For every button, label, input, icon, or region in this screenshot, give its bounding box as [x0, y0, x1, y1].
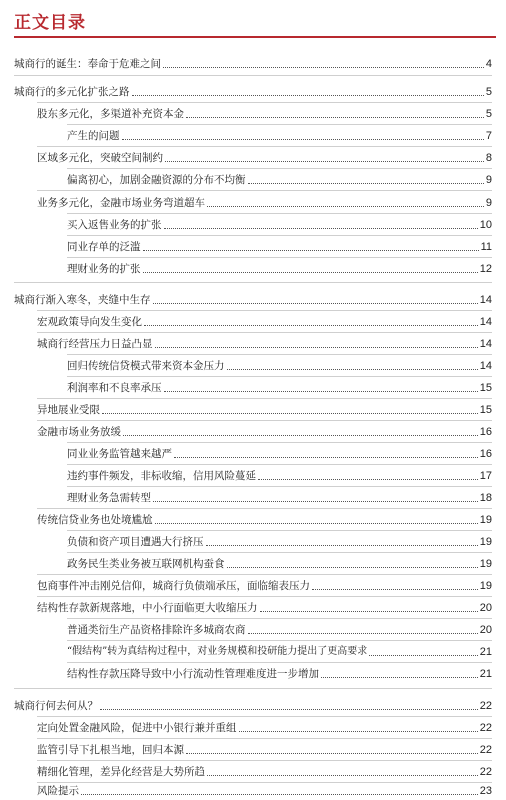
toc-entry-label: 宏观政策导向发生变化: [37, 316, 142, 328]
toc-entry[interactable]: [37, 721, 492, 735]
toc-leader: [248, 633, 478, 634]
toc-leader: [248, 183, 484, 184]
toc-entry-label: 负债和资产项目遭遇大行挤压: [67, 536, 204, 548]
toc-entry-page: 12: [479, 263, 492, 275]
toc-entry-label: 城商行何去何从？: [14, 700, 98, 712]
toc-leader: [239, 731, 478, 732]
toc-entry-page: 23: [479, 785, 492, 797]
toc-leader: [369, 655, 478, 656]
toc-entry[interactable]: [14, 85, 492, 99]
toc-entry[interactable]: [67, 667, 492, 681]
toc-entry-page: 19: [479, 536, 492, 548]
toc-entry-page: 21: [479, 668, 492, 680]
toc-separator: [37, 782, 492, 783]
toc-leader: [227, 369, 478, 370]
toc-entry-page: 8: [485, 152, 492, 164]
toc-leader: [102, 413, 478, 414]
toc-entry-page: 20: [479, 602, 492, 614]
toc-leader: [312, 589, 478, 590]
toc-entry[interactable]: [37, 151, 492, 165]
toc-entry-label: 同业业务监管越来越严: [67, 448, 172, 460]
toc-leader: [207, 775, 478, 776]
toc-entry-page: 22: [479, 766, 492, 778]
toc-entry[interactable]: [67, 557, 492, 571]
toc-separator: [37, 420, 492, 421]
toc-entry-label: 利润率和不良率承压: [67, 382, 162, 394]
toc-separator: [67, 530, 492, 531]
toc-entry[interactable]: [67, 240, 492, 254]
toc-entry[interactable]: [67, 469, 492, 483]
toc-separator: [14, 282, 492, 283]
toc-entry[interactable]: [67, 645, 492, 659]
toc-separator: [37, 596, 492, 597]
toc-separator: [37, 102, 492, 103]
toc-entry[interactable]: [67, 129, 492, 143]
toc-entry-label: 城商行的多元化扩张之路: [14, 86, 130, 98]
toc-entry-page: 19: [479, 558, 492, 570]
toc-entry[interactable]: [37, 425, 492, 439]
toc-entry-label: 监管引导下扎根当地，回归本源: [37, 744, 184, 756]
toc-separator: [37, 190, 492, 191]
toc-entry-label: 产生的问题: [67, 130, 120, 142]
toc-separator: [37, 310, 492, 311]
toc-separator: [67, 257, 492, 258]
toc-entry-page: 19: [479, 580, 492, 592]
page-title: 正文目录: [14, 13, 86, 33]
toc-entry-page: 7: [485, 130, 492, 142]
toc-separator: [14, 688, 492, 689]
toc-leader: [207, 206, 484, 207]
toc-entry[interactable]: [37, 743, 492, 757]
toc-entry[interactable]: [67, 218, 492, 232]
toc-leader: [163, 67, 484, 68]
toc-entry-label: 城商行经营压力日益凸显: [37, 338, 153, 350]
toc-separator: [37, 398, 492, 399]
toc-entry-label: 结构性存款新规落地，中小行面临更大收缩压力: [37, 602, 258, 614]
toc-leader: [143, 250, 479, 251]
toc-entry-label: 同业存单的泛滥: [67, 241, 141, 253]
toc-leader: [132, 95, 484, 96]
toc-entry-page: 14: [479, 360, 492, 372]
toc-entry[interactable]: [37, 196, 492, 210]
toc-entry-page: 22: [479, 744, 492, 756]
toc-separator: [37, 146, 492, 147]
toc-entry[interactable]: [67, 173, 492, 187]
toc-entry-label: 回归传统信贷模式带来资本金压力: [67, 360, 225, 372]
toc-entry-label: 城商行渐入寒冬，夹缝中生存: [14, 294, 151, 306]
toc-leader: [100, 709, 478, 710]
toc-leader: [164, 228, 478, 229]
toc-leader: [122, 139, 484, 140]
toc-separator: [67, 442, 492, 443]
toc-entry[interactable]: [37, 784, 492, 798]
toc-entry-page: 15: [479, 404, 492, 416]
toc-entry-label: 业务多元化，金融市场业务弯道超车: [37, 197, 205, 209]
toc-leader: [164, 391, 478, 392]
toc-leader: [186, 753, 478, 754]
toc-separator: [67, 486, 492, 487]
toc-leader: [186, 117, 484, 118]
toc-entry[interactable]: [37, 403, 492, 417]
toc-entry-page: 11: [480, 241, 492, 253]
toc-leader: [153, 501, 478, 502]
toc-entry[interactable]: [67, 623, 492, 637]
toc-entry-page: 16: [479, 426, 492, 438]
toc-entry-label: 普通类衍生产品资格排除许多城商农商: [67, 624, 246, 636]
toc-entry[interactable]: [37, 315, 492, 329]
toc-entry-page: 22: [479, 722, 492, 734]
toc-entry[interactable]: [37, 337, 492, 351]
toc-separator: [67, 552, 492, 553]
toc-entry-label: 包商事件冲击刚兑信仰，城商行负债端承压，面临缩表压力: [37, 580, 310, 592]
toc-entry-label: 区域多元化，突破空间制约: [37, 152, 163, 164]
toc-entry-label: “假结构”转为真结构过程中，对业务规模和投研能力提出了更高要求: [67, 646, 368, 657]
toc-entry-label: 风险提示: [37, 785, 79, 797]
toc-entry-page: 5: [485, 108, 492, 120]
toc-separator: [67, 213, 492, 214]
toc-entry-label: 精细化管理，差异化经营是大势所趋: [37, 766, 205, 778]
toc-separator: [67, 376, 492, 377]
toc-leader: [143, 272, 478, 273]
toc-leader: [155, 523, 478, 524]
toc-entry-page: 18: [479, 492, 492, 504]
toc-entry-page: 15: [479, 382, 492, 394]
toc-entry-label: 偏离初心，加剧金融资源的分布不均衡: [67, 174, 246, 186]
toc-entry-label: 传统信贷业务也处境尴尬: [37, 514, 153, 526]
toc-entry-label: 股东多元化，多渠道补充资本金: [37, 108, 184, 120]
toc-entry[interactable]: [67, 359, 492, 373]
toc-entry-label: 理财业务急需转型: [67, 492, 151, 504]
toc-entry[interactable]: [37, 579, 492, 593]
toc-entry-page: 9: [485, 174, 492, 186]
toc-entry[interactable]: [67, 447, 492, 461]
toc-separator: [37, 738, 492, 739]
toc-leader: [153, 303, 478, 304]
toc-entry-page: 5: [485, 86, 492, 98]
toc-leader: [174, 457, 478, 458]
toc-leader: [321, 677, 478, 678]
toc-entry-label: 理财业务的扩张: [67, 263, 141, 275]
toc-leader: [258, 479, 478, 480]
toc-entry[interactable]: [14, 699, 492, 713]
toc-entry-label: 买入返售业务的扩张: [67, 219, 162, 231]
toc-entry-page: 14: [479, 294, 492, 306]
title-divider: [14, 36, 496, 38]
toc-entry-page: 20: [479, 624, 492, 636]
toc-entry-page: 14: [479, 316, 492, 328]
toc-entry-label: 城商行的诞生：奉命于危难之间: [14, 58, 161, 70]
toc-entry-label: 金融市场业务放缓: [37, 426, 121, 438]
toc-entry[interactable]: [37, 601, 492, 615]
toc-separator: [67, 354, 492, 355]
toc-entry[interactable]: [37, 513, 492, 527]
toc-entry[interactable]: [67, 262, 492, 276]
toc-entry-page: 19: [479, 514, 492, 526]
toc-separator: [37, 574, 492, 575]
toc-leader: [227, 567, 478, 568]
toc-leader: [123, 435, 478, 436]
toc-separator: [67, 618, 492, 619]
toc-entry-label: 结构性存款压降导致中小行流动性管理难度进一步增加: [67, 668, 319, 680]
toc-leader: [144, 325, 478, 326]
toc-entry-label: 定向处置金融风险，促进中小银行兼并重组: [37, 722, 237, 734]
toc-entry-page: 4: [485, 58, 492, 70]
toc-entry-page: 22: [479, 700, 492, 712]
toc-separator: [67, 662, 492, 663]
toc-entry[interactable]: [67, 535, 492, 549]
toc-entry-label: 异地展业受限: [37, 404, 100, 416]
toc-entry[interactable]: [14, 293, 492, 307]
toc-entry-page: 21: [479, 646, 492, 658]
toc-separator: [14, 75, 492, 76]
toc-separator: [37, 760, 492, 761]
toc-separator: [37, 716, 492, 717]
toc-entry-page: 10: [479, 219, 492, 231]
toc-separator: [67, 640, 492, 641]
toc-entry-page: 9: [485, 197, 492, 209]
toc-leader: [260, 611, 478, 612]
toc-separator: [37, 332, 492, 333]
toc-entry-page: 17: [479, 470, 492, 482]
toc-entry[interactable]: [67, 381, 492, 395]
toc-leader: [206, 545, 478, 546]
toc-separator: [37, 508, 492, 509]
toc-leader: [155, 347, 478, 348]
toc-entry[interactable]: [14, 57, 492, 71]
toc-entry[interactable]: [37, 765, 492, 779]
toc-separator: [67, 464, 492, 465]
toc-entry-page: 14: [479, 338, 492, 350]
toc-entry[interactable]: [67, 491, 492, 505]
toc-leader: [165, 161, 484, 162]
toc-separator: [67, 168, 492, 169]
toc-entry-page: 16: [479, 448, 492, 460]
toc-entry[interactable]: [37, 107, 492, 121]
toc-separator: [67, 124, 492, 125]
toc-entry-label: 政务民生类业务被互联网机构蚕食: [67, 558, 225, 570]
toc-leader: [81, 794, 478, 795]
toc-separator: [67, 235, 492, 236]
toc-entry-label: 违约事件频发，非标收缩，信用风险蔓延: [67, 470, 256, 482]
